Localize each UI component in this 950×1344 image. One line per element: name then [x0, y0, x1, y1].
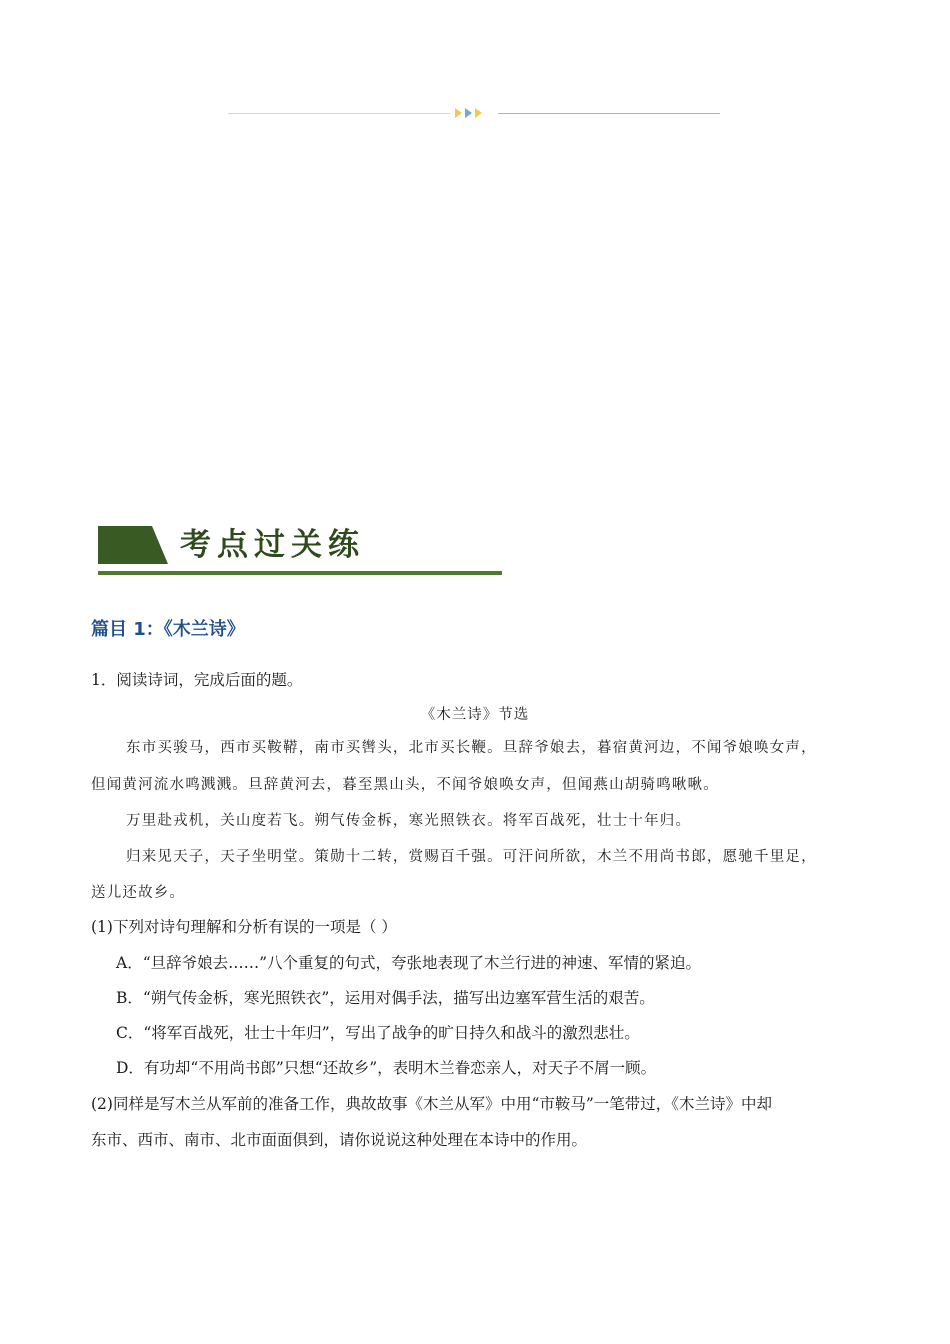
header-arrows-icon: [454, 106, 488, 120]
option-a: A．“旦辞爷娘去……”八个重复的句式，夸张地表现了木兰行进的神速、军情的紧迫。: [116, 954, 702, 972]
poem-line: 归来见天子，天子坐明堂。策勋十二转，赏赐百千强。可汗问所欲，木兰不用尚书郎，愿驰千里足，: [126, 849, 817, 865]
banner-title: 考点过关练: [180, 527, 365, 563]
header-rule-right: [498, 113, 720, 114]
option-c: C．“将军百战死，壮士十年归”，写出了战争的旷日持久和战斗的激烈悲壮。: [116, 1024, 640, 1042]
poem-line: 万里赴戎机，关山度若飞。朔气传金柝，寒光照铁衣。将军百战死，壮士十年归。: [126, 813, 692, 829]
poem-title: 《木兰诗》节选: [420, 707, 530, 723]
section-title: 篇目 1：《木兰诗》: [91, 619, 245, 640]
header-rule-left: [228, 113, 450, 114]
option-d: D．有功却“不用尚书郎”只想“还故乡”，表明木兰眷恋亲人，对天子不屑一顾。: [116, 1059, 657, 1077]
poem-line: 送儿还故乡。: [91, 885, 186, 901]
sub-question-2-line: 东市、西市、南市、北市面面俱到，请你说说这种处理在本诗中的作用。: [91, 1131, 588, 1149]
poem-line: 东市买骏马，西市买鞍鞯，南市买辔头，北市买长鞭。旦辞爷娘去，暮宿黄河边，不闻爷娘唤女声，: [126, 740, 817, 756]
option-b: B．“朔气传金柝，寒光照铁衣”，运用对偶手法，描写出边塞军营生活的艰苦。: [116, 989, 655, 1007]
sub-question-2-line: (2)同样是写木兰从军前的准备工作，典故故事《木兰从军》中用“市鞍马”一笔带过，《木兰诗》中却: [91, 1095, 773, 1113]
question-stem: 1．阅读诗词，完成后面的题。: [91, 671, 303, 689]
poem-line: 但闻黄河流水鸣溅溅。旦辞黄河去，暮至黑山头，不闻爷娘唤女声，但闻燕山胡骑鸣啾啾。: [91, 777, 719, 793]
sub-question-1: (1)下列对诗句理解和分析有误的一项是（ ）: [91, 918, 397, 936]
